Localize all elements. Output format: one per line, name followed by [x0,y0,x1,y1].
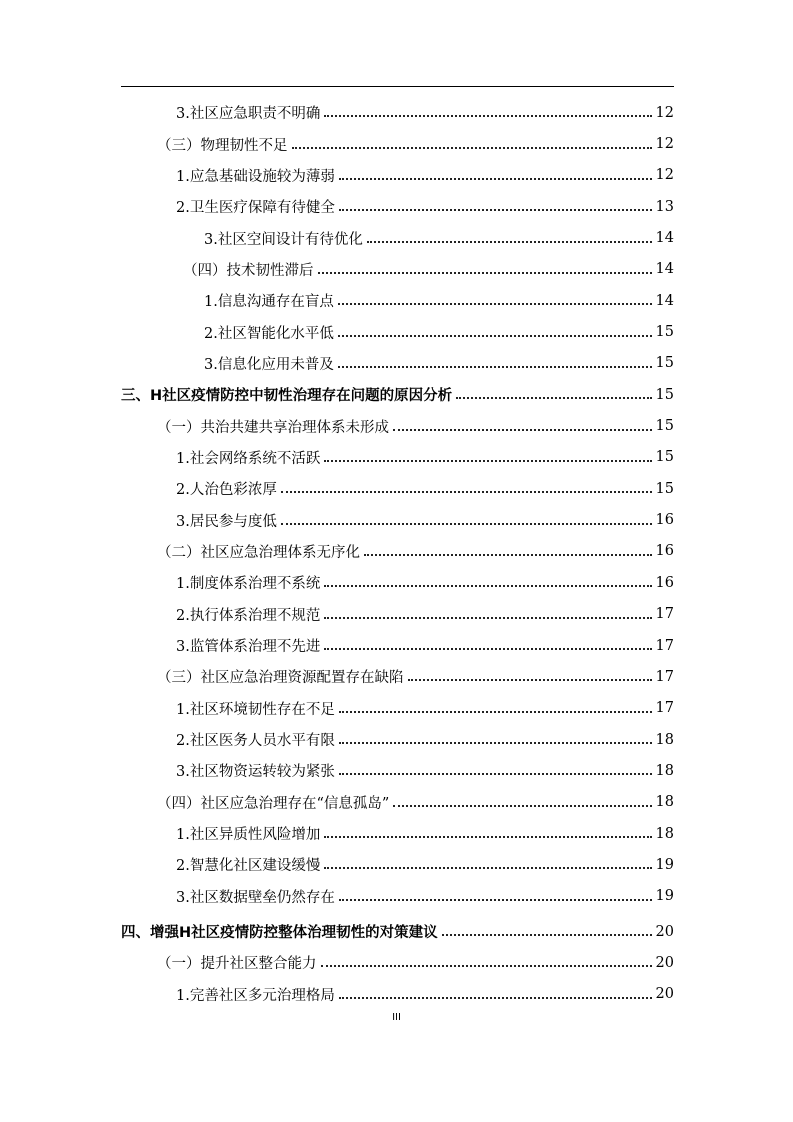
toc-page-number: 15 [655,386,674,403]
toc-entry[interactable]: 3.社区空间设计有待优化 14 [204,230,674,248]
toc-entry[interactable]: （三）物理韧性不足 12 [157,136,674,154]
toc-page-number: 19 [655,856,674,873]
dot-leader [367,240,652,243]
dot-leader [393,804,651,807]
toc-page-number: 17 [655,668,674,685]
toc-page-number: 14 [655,292,674,309]
dot-leader [339,996,652,999]
toc-entry[interactable]: 2.执行体系治理不规范 17 [176,606,674,624]
dot-leader [338,365,652,368]
toc-page-number: 19 [655,888,674,905]
dot-leader [281,490,652,493]
toc-entry[interactable]: 2.社区医务人员水平有限 18 [176,731,674,750]
toc-page-number: 17 [655,637,674,654]
toc-entry[interactable]: 3.社区数据壁垒仍然存在 19 [176,888,674,906]
dot-leader [324,866,651,869]
toc-entry[interactable]: 3.居民参与度低 16 [176,512,674,530]
toc-page-number: 15 [655,324,674,341]
toc-entry[interactable]: 1.制度体系治理不系统 16 [176,574,674,593]
toc-entry[interactable]: （四）社区应急治理存在“信息孤岛” 18 [157,794,674,812]
toc-page-number: 18 [655,762,674,779]
dot-leader [281,522,652,525]
toc-entry[interactable]: 2.社区智能化水平低 15 [204,324,674,342]
toc-page-number: 18 [655,825,674,842]
toc-entry[interactable]: 1.应急基础设施较为薄弱 12 [176,167,674,185]
toc-page-number: 16 [655,543,674,560]
dot-leader [339,772,652,775]
toc-page-number: 15 [655,449,674,466]
dot-leader [324,114,651,117]
toc-page-number: 17 [655,606,674,623]
toc-entry[interactable]: 3.社区应急职责不明确 12 [176,104,674,123]
dot-leader [339,710,652,713]
dot-leader [324,647,651,650]
toc-entry[interactable]: （二）社区应急治理体系无序化 16 [157,543,674,561]
toc-chapter-entry[interactable]: 四、增强H社区疫情防控整体治理韧性的对策建议 20 [121,923,674,942]
toc-entry[interactable]: （一）提升社区整合能力 20 [157,954,674,973]
toc-page-number: 17 [655,700,674,717]
toc-page-number: 13 [655,198,674,215]
dot-leader [324,616,651,619]
toc-page-number: 20 [655,986,674,1003]
toc-page-number: 18 [655,794,674,811]
toc-entry[interactable]: 1.社区环境韧性存在不足 17 [176,700,674,718]
toc-page-number: 15 [655,480,674,497]
toc-page-number: 16 [655,512,674,529]
dot-leader [324,584,651,587]
dot-leader [393,428,652,431]
dot-leader [442,933,652,936]
table-of-contents [121,97,674,1010]
dot-leader [321,964,652,967]
dot-leader [324,835,651,838]
dot-leader [364,553,652,556]
toc-entry[interactable]: 1.信息沟通存在盲点 14 [204,292,674,311]
toc-page-number: 18 [655,731,674,748]
toc-page-number: 20 [655,954,674,971]
toc-page-number: 12 [655,136,674,153]
dot-leader [324,459,651,462]
toc-entry[interactable]: 1.社区异质性风险增加 18 [176,825,674,844]
dot-leader [339,898,652,901]
toc-entry[interactable]: 2.卫生医疗保障有待健全 13 [176,198,674,217]
toc-entry[interactable]: （一）共治共建共享治理体系未形成 15 [157,418,674,436]
toc-entry[interactable]: 1.社会网络系统不活跃 15 [176,449,674,467]
dot-leader [338,334,652,337]
dot-leader [408,678,652,681]
toc-page-number: 12 [655,104,674,121]
toc-chapter-entry[interactable]: 三、H社区疫情防控中韧性治理存在问题的原因分析 15 [121,386,674,405]
dot-leader [338,302,652,305]
dot-leader [318,271,652,274]
dot-leader [339,177,652,180]
toc-entry[interactable]: 3.监管体系治理不先进 17 [176,637,674,656]
toc-page-number: 20 [655,923,674,940]
toc-page-number: 14 [655,230,674,247]
toc-entry[interactable]: 2.智慧化社区建设缓慢 19 [176,856,674,875]
toc-entry[interactable]: 3.社区物资运转较为紧张 18 [176,762,674,781]
toc-page-number: 16 [655,574,674,591]
toc-entry[interactable]: （三）社区应急治理资源配置存在缺陷 17 [157,668,674,687]
dot-leader [339,741,652,744]
toc-entry[interactable]: 2.人治色彩浓厚 15 [176,480,674,499]
header-rule [121,86,674,87]
toc-page-number: 15 [655,418,674,435]
toc-entry[interactable]: （四）技术韧性滞后 14 [183,261,674,279]
toc-entry[interactable]: 1.完善社区多元治理格局 20 [176,986,674,1004]
dot-leader [292,146,652,149]
dot-leader [339,208,652,211]
dot-leader [456,396,651,399]
page-number: III [392,1012,401,1023]
toc-page-number: 15 [655,355,674,372]
toc-entry[interactable]: 3.信息化应用未普及 15 [204,355,674,373]
toc-page-number: 14 [655,261,674,278]
toc-page-number: 12 [655,167,674,184]
